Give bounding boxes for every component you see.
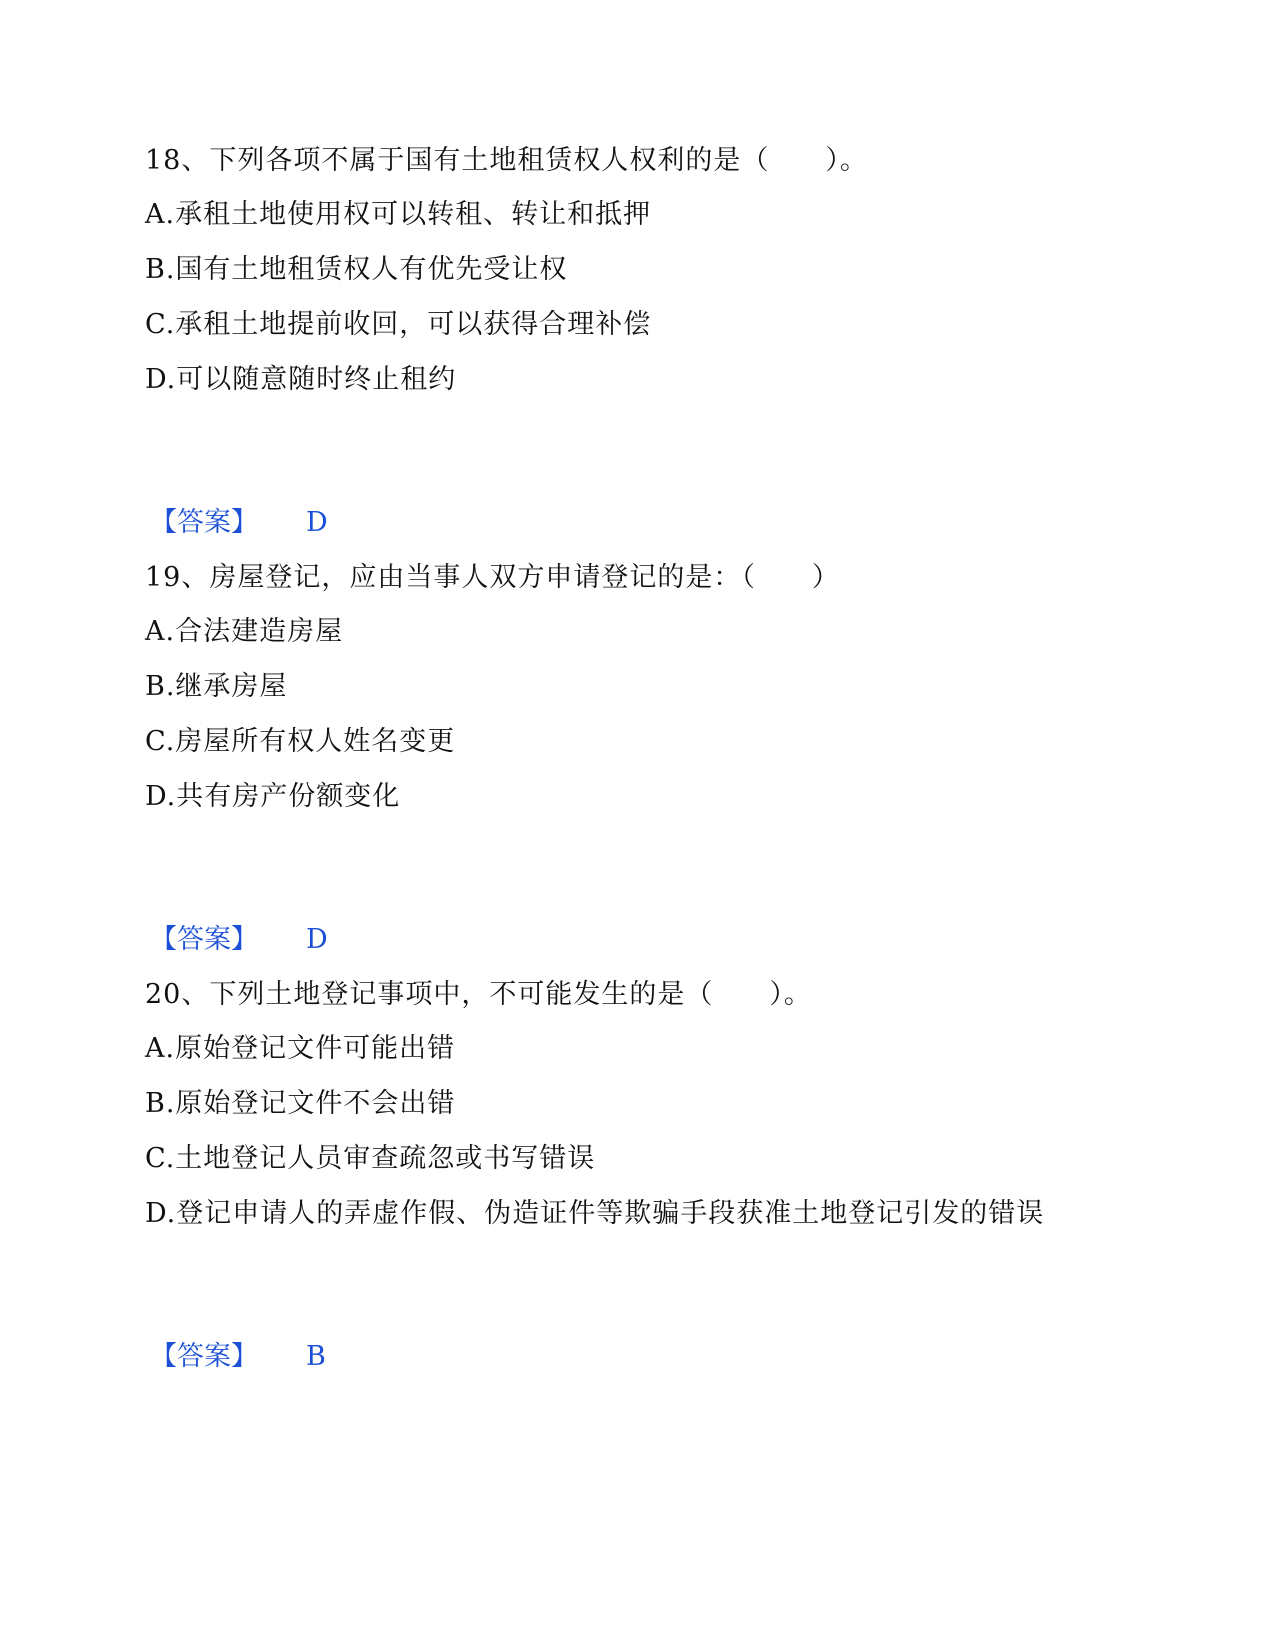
question-stem: 19、房屋登记，应由当事人双方申请登记的是：（ ） [145, 562, 840, 593]
question-stem: 18、下列各项不属于国有土地租赁权人权利的是（ ）。 [145, 145, 868, 176]
option-a: A.合法建造房屋 [145, 616, 344, 647]
option-a: A.承租土地使用权可以转租、转让和抵押 [145, 199, 652, 230]
option-d: D.登记申请人的弄虚作假、伪造证件等欺骗手段获准土地登记引发的错误 [145, 1198, 1045, 1229]
answer-value: B [306, 1341, 326, 1372]
answer-value: D [306, 924, 328, 955]
option-c: C.房屋所有权人姓名变更 [145, 726, 456, 757]
answer-row [150, 506, 328, 540]
answer-row [150, 1340, 326, 1374]
question-stem: 20、下列土地登记事项中，不可能发生的是（ ）。 [145, 979, 812, 1010]
option-d: D.共有房产份额变化 [145, 781, 401, 812]
option-b: B.国有土地租赁权人有优先受让权 [145, 254, 568, 285]
option-c: C.承租土地提前收回，可以获得合理补偿 [145, 309, 652, 340]
option-a: A.原始登记文件可能出错 [145, 1033, 456, 1064]
option-b: B.原始登记文件不会出错 [145, 1088, 456, 1119]
answer-label: 【答案】 [150, 1341, 258, 1372]
answer-value: D [306, 507, 328, 538]
option-c: C.土地登记人员审查疏忽或书写错误 [145, 1143, 596, 1174]
answer-label: 【答案】 [150, 507, 258, 538]
answer-label: 【答案】 [150, 924, 258, 955]
option-d: D.可以随意随时终止租约 [145, 364, 457, 395]
option-b: B.继承房屋 [145, 671, 288, 702]
answer-row [150, 923, 328, 957]
